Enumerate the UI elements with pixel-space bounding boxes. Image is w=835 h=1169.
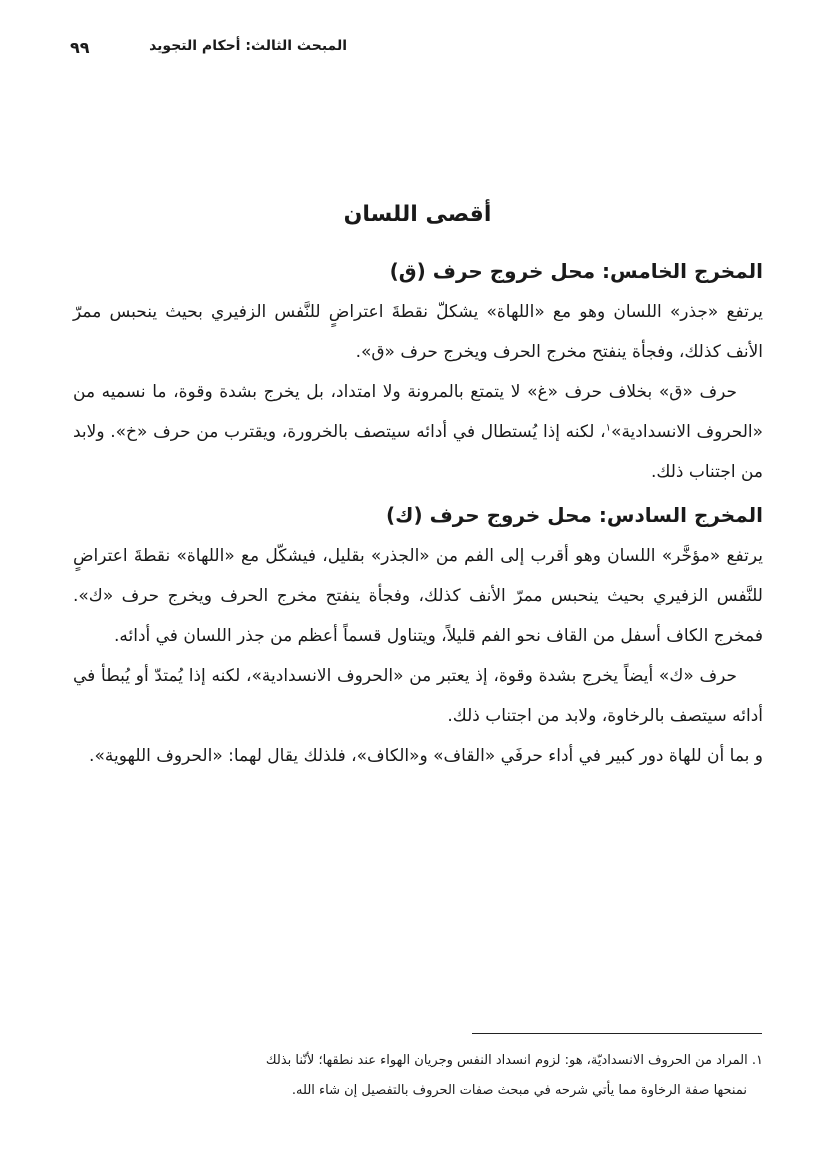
- page-number: ٩٩: [70, 38, 90, 57]
- exit-6-heading: المخرج السادس: محل خروج حرف (ك): [386, 503, 763, 527]
- exit-5-paragraph-2-end: ، لكنه إذا يُستطال في أدائه سيتصف بالخرورة، ويقترب من حرف «خ». ولابد من اجتناب ذلك.: [73, 422, 763, 482]
- exit-5-heading: المخرج الخامس: محل خروج حرف (ق): [389, 259, 763, 283]
- footnote-divider: [472, 1033, 762, 1034]
- body-text: [73, 250, 763, 776]
- exit-6-paragraph-1: يرتفع «مؤخَّر» اللسان وهو أقرب إلى الفم من «الجذر» بقليل، فيشكّل مع «اللهاة» نقطةَ اعتراضٍ للنَّفس الزفيري بحيث ينحبس ممرّ الأنف كذلك، وفجأة ينفتح مخرج الحرف ويخرج حرف «ك». فمخرج الكاف أسفل من القاف نحو الفم قليلاً، ويتناول قسماً أعظم من جذر اللسان في أدائه.: [73, 546, 763, 646]
- exit-5-paragraph-2: [73, 372, 763, 492]
- footnote-line-1: ١. المراد من الحروف الانسداديّة، هو: لزوم انسداد النفس وجريان الهواء عند نطقها؛ لأنّنا بذلك: [265, 1053, 763, 1068]
- exit-6-paragraph-3: و بما أن للهاة دور كبير في أداء حرفَي «القاف» و«الكاف»، فلذلك يقال لهما: «الحروف اللهوية».: [89, 746, 763, 766]
- exit-6-paragraph-2: حرف «ك» أيضاً يخرج بشدة وقوة، إذ يعتبر من «الحروف الانسدادية»، لكنه إذا يُمتدّ أو يُبطأ في أدائه سيتصف بالرخاوة، ولابد من اجتناب ذلك.: [73, 666, 763, 726]
- footnote-line-2: نمنحها صفة الرخاوة مما يأتي شرحه في مبحث صفات الحروف بالتفصيل إن شاء الله.: [291, 1083, 747, 1098]
- footnote-marker: ١: [605, 422, 612, 434]
- footnote: [73, 1046, 763, 1106]
- exit-5-paragraph-1: يرتفع «جذر» اللسان وهو مع «اللهاة» يشكلّ نقطةَ اعتراضٍ للنَّفس الزفيري بحيث ينحبس ممرّ الأنف كذلك، وفجأة ينفتح مخرج الحرف ويخرج حرف «ق».: [73, 302, 763, 362]
- exit-5-paragraph-2-start: حرف «ق» بخلاف حرف «غ» لا يتمتع بالمرونة ولا امتداد، بل يخرج بشدة وقوة، ما نسميه من «الحروف الانسدادية»: [73, 382, 764, 442]
- running-title: المبحث الثالث: أحكام التجويد: [149, 38, 347, 54]
- section-title: أقصى اللسان: [343, 202, 492, 227]
